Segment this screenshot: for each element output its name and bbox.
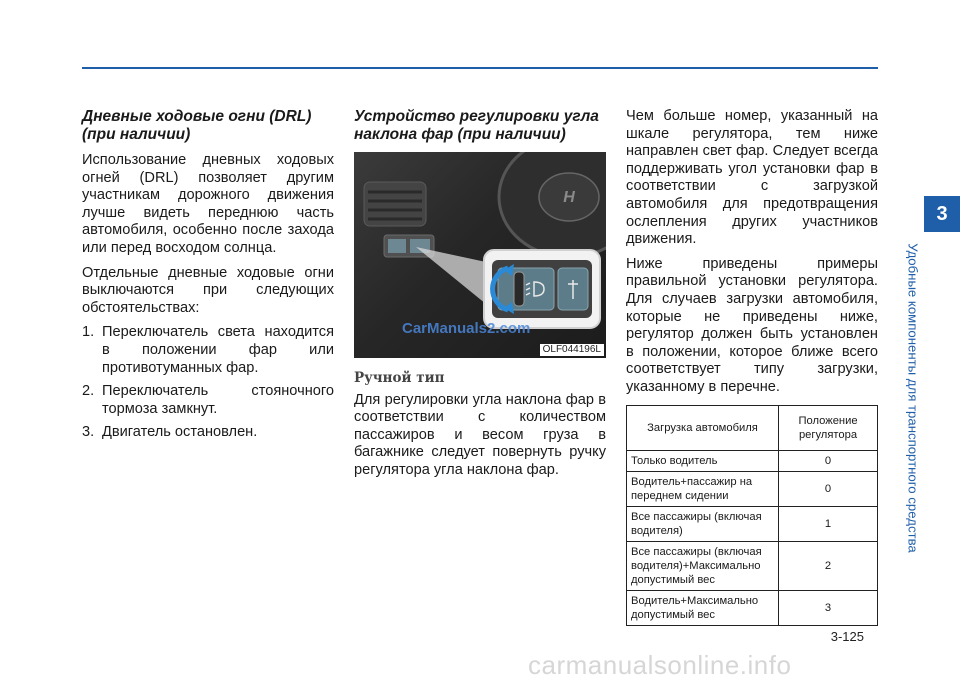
column-header-position: Положение регулятора [779, 405, 878, 450]
position-cell: 2 [779, 541, 878, 590]
table-header-row [627, 405, 878, 450]
position-cell: 0 [779, 450, 878, 471]
manual-type-text: Для регулировки угла наклона фар в соответствии с количеством пассажиров и весом груза в багажнике следует повернуть ручку регулятора угла наклона фар. [354, 391, 606, 478]
column-drl [82, 108, 334, 448]
table-row [627, 471, 878, 506]
table-row [627, 541, 878, 590]
load-cell: Все пассажиры (включая водителя) [627, 506, 779, 541]
page-number: 3-125 [830, 629, 864, 644]
list-item: 2. Переключатель стояночного тормоза замкнут. [82, 383, 334, 417]
position-cell: 3 [779, 590, 878, 625]
column-load-table [626, 108, 878, 626]
leveling-heading: Устройство регулировки угла наклона фар (при наличии) [354, 108, 599, 143]
list-item: 1. Переключатель света находится в положении фар или противотуманных фар. [82, 324, 334, 376]
drl-heading: Дневные ходовые огни (DRL) (при наличии) [82, 108, 312, 143]
column-header-load: Загрузка автомобиля [627, 405, 779, 450]
photo-watermark: CarManuals2.com [402, 320, 531, 337]
manual-type-heading: Ручной тип [354, 370, 445, 386]
position-cell: 1 [779, 506, 878, 541]
svg-text:H: H [563, 189, 575, 206]
dashboard-photo [354, 152, 606, 358]
site-watermark: carmanualsonline.info [528, 650, 792, 680]
drl-paragraph-2: Отдельные дневные ходовые огни выключаются при следующих обстоятельствах: [82, 264, 334, 316]
chapter-side-label [903, 232, 923, 564]
load-cell: Водитель+пассажир на переднем сидении [627, 471, 779, 506]
col3-paragraph-2: Ниже приведены примеры правильной установки регулятора. Для случаев загрузки автомобиля, которые не приведены ниже, регулятор должен быть установлен в положении, которое ближе всего соответствует типу загрузки, указанному в перечне. [626, 255, 878, 395]
figure-code: OLF044196L [540, 344, 604, 356]
col3-paragraph-1: Чем больше номер, указанный на шкале регулятора, тем ниже направлен свет фар. Следует всегда поддерживать угол установки фар в соответствии с загрузкой автомобиля для предотвращения ослепления других участников движения. [626, 108, 878, 248]
load-cell: Все пассажиры (включая водителя)+Максимально допустимый вес [627, 541, 779, 590]
top-rule [82, 67, 878, 69]
drl-paragraph-1: Использование дневных ходовых огней (DRL) позволяет другим участникам дорожного движения лучше видеть переднюю часть автомобиля, особенно после захода или перед восходом солнца. [82, 152, 334, 256]
position-cell: 0 [779, 471, 878, 506]
drl-conditions-list [82, 324, 334, 442]
load-cell: Только водитель [627, 450, 779, 471]
chapter-tab: 3 [924, 196, 960, 232]
list-item: 3. Двигатель остановлен. [82, 424, 258, 441]
column-headlight-leveling [354, 108, 606, 487]
chapter-title: Удобные компоненты для транспортного средства [905, 243, 921, 553]
table-row [627, 590, 878, 625]
load-position-table [626, 405, 878, 626]
table-row [627, 506, 878, 541]
load-cell: Водитель+Максимально допустимый вес [627, 590, 779, 625]
table-row [627, 450, 878, 471]
